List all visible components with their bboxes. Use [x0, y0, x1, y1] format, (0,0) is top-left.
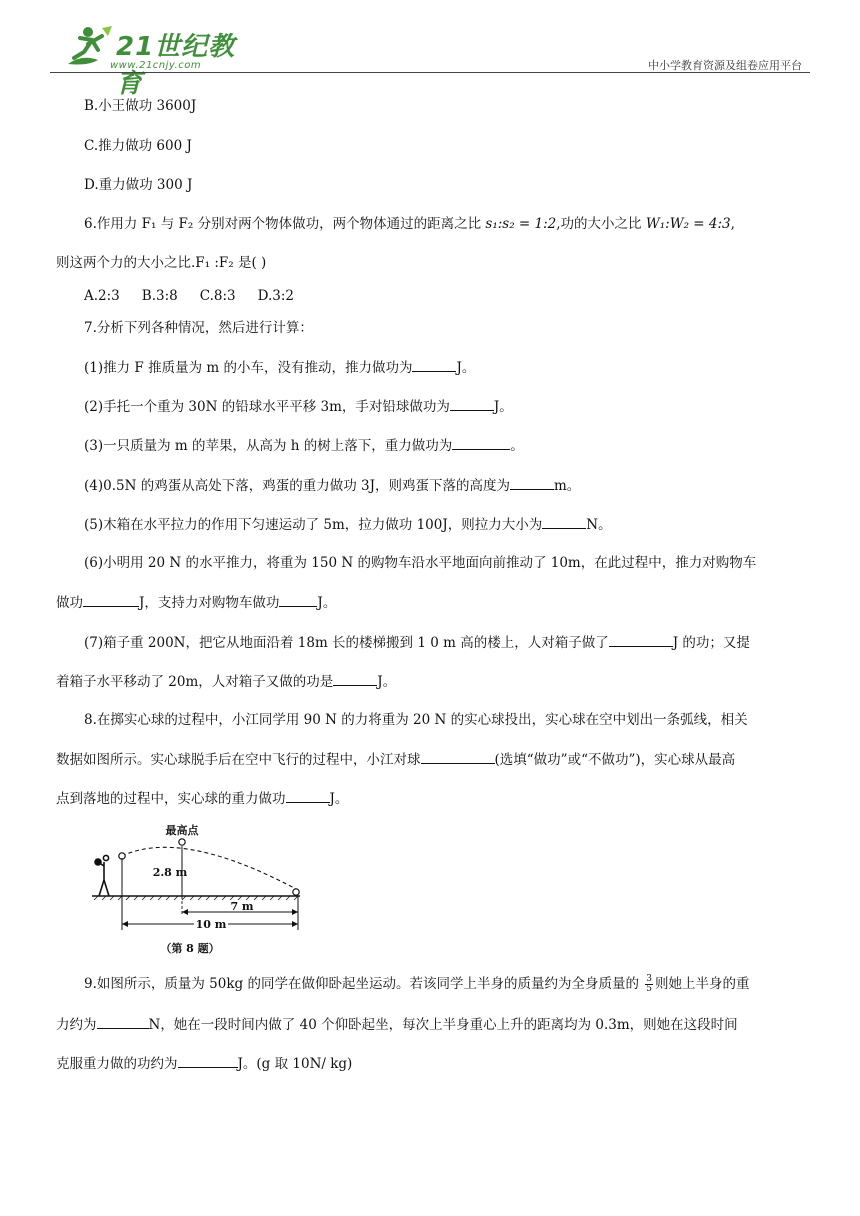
q9-text-3: 力约为 [56, 1017, 97, 1033]
q6-choice-a: A.2:3 [84, 288, 120, 304]
q7-item-1 [56, 357, 808, 378]
q5-option-b: B.小王做功 3600J [84, 98, 197, 114]
q7-6-unit: J。 [317, 595, 337, 611]
q9-text-4: N，她在一段时间内做了 40 个仰卧起坐，每次上半身重心上升的距离均为 0.3m，则她在这段时间 [148, 1017, 738, 1033]
header-divider [50, 72, 810, 73]
q7-3-text: (3)一只质量为 m 的苹果，从高为 h 的树上落下，重力做功为 [84, 438, 453, 454]
answer-blank [609, 632, 673, 647]
answer-blank [450, 396, 494, 411]
q8-line3 [56, 788, 808, 809]
thrower-icon [95, 855, 109, 896]
q7-6-text-2: J，支持力对购物车做功 [139, 595, 280, 611]
q8-unit: J。 [329, 791, 349, 807]
q6-choice-d: D.3:2 [257, 288, 294, 304]
distance-7m-label: 7 m [230, 900, 254, 913]
q8-figure [86, 820, 306, 960]
q6-work-ratio: W₁:W₂ = 4:3 [645, 216, 731, 232]
q8-line2 [56, 749, 808, 770]
q7-6-text: 做功 [56, 595, 83, 611]
q6-choice-b: B.3:8 [141, 288, 178, 304]
height-label: 2.8 m [152, 866, 188, 879]
q7-item-6-line1: (6)小明用 20 N 的水平推力，将重为 150 N 的购物车沿水平地面向前推动了 10m，在此过程中，推力对购物车 [84, 555, 757, 571]
q6-choice-c: C.8:3 [199, 288, 236, 304]
q6-line2: 则这两个力的大小之比.F₁ :F₂ 是( ) [56, 255, 267, 271]
answer-blank [279, 592, 317, 607]
q7-4-unit: m。 [554, 478, 581, 494]
q8-text: 数据如图所示。实心球脱手后在空中飞行的过程中，小江对球 [56, 752, 421, 768]
q7-intro: 7.分析下列各种情况，然后进行计算： [84, 320, 313, 336]
figure-caption: （第 8 题） [160, 942, 220, 955]
q7-7-text: (7)箱子重 200N，把它从地面沿着 18m 长的楼梯搬到 1 0 m 高的楼上，人对箱子做了 [84, 635, 609, 651]
answer-blank [452, 435, 510, 450]
answer-blank [421, 749, 495, 764]
q7-4-text: (4)0.5N 的鸡蛋从高处下落，鸡蛋的重力做功 3J，则鸡蛋下落的高度为 [84, 478, 510, 494]
q7-7-text-3: 着箱子水平移动了 20m，人对箱子又做的功是 [56, 674, 334, 690]
q7-1-unit: J。 [456, 360, 476, 376]
q8-line1: 8.在掷实心球的过程中，小江同学用 90 N 的力将重为 20 N 的实心球投出，实心球在空中划出一条弧线，相关 [84, 712, 748, 728]
page-header [0, 0, 860, 99]
answer-blank [178, 1053, 238, 1068]
platform-name: 中小学教育资源及组卷应用平台 [648, 59, 802, 72]
q7-5-text: (5)木箱在水平拉力的作用下匀速运动了 5m，拉力做功 100J，则拉力大小为 [84, 517, 543, 533]
q7-item-7-line1 [56, 632, 808, 653]
logo [58, 24, 248, 99]
q5-option-d: D.重力做功 300 J [84, 177, 193, 193]
q7-item-4 [56, 475, 808, 496]
q7-item-7-line2 [56, 671, 808, 692]
q7-item-5 [56, 514, 808, 535]
highest-point-label: 最高点 [165, 824, 199, 837]
q8-text-2: (选填“做功”或“不做功”)，实心球从最高 [494, 752, 736, 768]
answer-blank [542, 514, 586, 529]
q7-item-2 [56, 396, 808, 417]
answer-blank [83, 592, 139, 607]
q9-text-5: 克服重力做的功约为 [56, 1056, 178, 1072]
q7-1-text: (1)推力 F 推质量为 m 的小车，没有推动，推力做功为 [84, 360, 413, 376]
answer-blank [286, 788, 330, 803]
q7-5-unit: N。 [586, 517, 612, 533]
q7-2-text: (2)手托一个重为 30N 的铅球水平平移 3m，手对铅球做功为 [84, 399, 450, 415]
q6-choices [56, 286, 808, 306]
q9-text-6: J。(g 取 10N/ kg) [237, 1056, 353, 1072]
q6-text-a: 6.作用力 F₁ 与 F₂ 分别对两个物体做功，两个物体通过的距离之比 [84, 216, 486, 232]
q9-text: 9.如图所示，质量为 50kg 的同学在做仰卧起坐运动。若该同学上半身的质量约为全身质量的 [84, 976, 644, 992]
q7-7-text-2: J 的功；又提 [672, 635, 750, 651]
q7-item-3 [56, 435, 808, 456]
distance-10m-label: 10 m [195, 918, 227, 931]
q7-3-unit: 。 [510, 438, 524, 454]
q7-item-6-line2 [56, 592, 808, 613]
q5-option-c: C.推力做功 600 J [84, 138, 192, 154]
fraction-numerator: 3 [646, 974, 652, 984]
q9-line1 [56, 974, 808, 994]
q6-text-c: , [730, 216, 735, 232]
logo-text: 21世纪教育 [116, 32, 236, 99]
runner-logo-icon [58, 24, 114, 70]
logo-url: www.21cnjy.com [110, 60, 202, 71]
answer-blank [333, 671, 377, 686]
q6-distance-ratio: s₁:s₂ = 1:2 [485, 216, 557, 232]
q6-text-b: ,功的大小之比 [556, 216, 646, 232]
q7-2-unit: J。 [493, 399, 513, 415]
q9-line3 [56, 1053, 808, 1074]
answer-blank [412, 357, 456, 372]
q9-line2 [56, 1014, 808, 1035]
q9-text-2: 则她上半身的重 [655, 976, 750, 992]
q8-text-3: 点到落地的过程中，实心球的重力做功 [56, 791, 286, 807]
fraction [645, 975, 653, 994]
q6-line1 [56, 214, 808, 234]
q7-7-unit: J。 [377, 674, 397, 690]
answer-blank [510, 475, 554, 490]
answer-blank [97, 1014, 149, 1029]
fraction-denominator: 5 [646, 984, 652, 994]
